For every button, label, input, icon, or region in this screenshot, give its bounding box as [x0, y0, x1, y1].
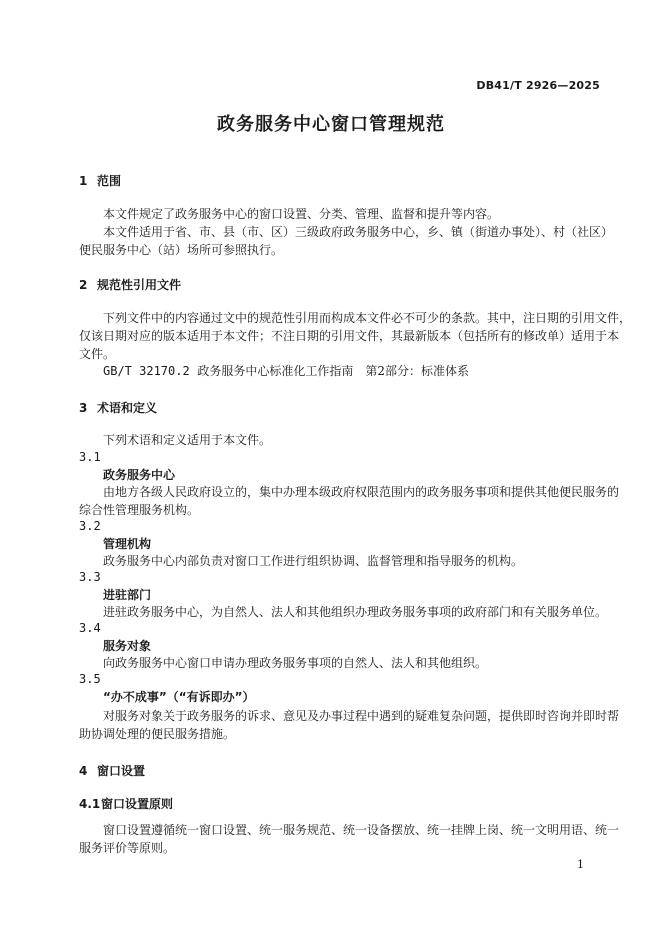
scope-paragraph-2-line-2: 便民服务中心（站）场所可参照执行。 [79, 243, 284, 257]
term-definition-line-1: 进驻政务服务中心，为自然人、法人和其他组织办理政务服务事项的政府部门和有关服务单位。 [103, 605, 608, 619]
section-heading-scope [79, 172, 121, 189]
scope-paragraph-2-line-1: 本文件适用于省、市、县（市、区）三级政府政务服务中心，乡、镇（街道办事处）、村（社区） [103, 225, 614, 239]
subsection-number: 4.1 [79, 797, 101, 811]
refs-paragraph-line-2: 仅该日期对应的版本适用于本文件；不注日期的引用文件，其最新版本（包括所有的修改单）适用于本 [79, 329, 620, 343]
section-heading-refs [79, 276, 181, 293]
window-paragraph-line-2: 服务评价等原则。 [79, 841, 176, 855]
section-number: 4 [79, 764, 88, 778]
terms-intro: 下列术语和定义适用于本文件。 [103, 433, 272, 447]
term-name: 服务对象 [103, 639, 152, 653]
term-number: 3.3 [79, 570, 101, 584]
section-heading-terms [79, 399, 157, 416]
refs-paragraph-line-3: 文件。 [79, 347, 116, 361]
section-title: 范围 [97, 174, 122, 188]
reference-code: GB/T 32170.2 [103, 364, 190, 378]
section-number: 2 [79, 278, 88, 292]
section-number: 3 [79, 401, 88, 415]
section-title: 窗口设置 [97, 764, 146, 778]
term-definition-line-2: 综合性管理服务机构。 [79, 503, 200, 517]
document-code: DB41/T 2926—2025 [476, 79, 600, 92]
term-definition-line-1: 由地方各级人民政府设立的，集中办理本级政府权限范围内的政务服务事项和提供其他便民服务的 [103, 485, 620, 499]
term-number: 3.4 [79, 621, 101, 635]
term-number: 3.5 [79, 672, 101, 686]
term-definition-line-1: 政务服务中心内部负责对窗口工作进行组织协调、监督管理和指导服务的机构。 [103, 554, 524, 568]
section-number: 1 [79, 174, 88, 188]
subsection-heading-window-principles [79, 795, 173, 812]
term-number: 3.1 [79, 450, 101, 464]
term-name: 管理机构 [103, 537, 152, 551]
term-name: “办不成事”（“有诉即办”） [103, 690, 255, 704]
refs-paragraph-line-1: 下列文件中的内容通过文中的规范性引用而构成本文件必不可少的条款。其中，注日期的引用文件， [103, 311, 632, 325]
section-title: 规范性引用文件 [97, 278, 182, 292]
term-definition-line-1: 向政务服务中心窗口申请办理政务服务事项的自然人、法人和其他组织。 [103, 656, 488, 670]
term-definition-line-1: 对服务对象关于政务服务的诉求、意见及办事过程中遇到的疑难复杂问题，提供即时咨询并即时帮 [103, 709, 620, 723]
document-title: 政务服务中心窗口管理规范 [217, 114, 445, 135]
reference-entry [103, 361, 623, 381]
term-definition-line-2: 助协调处理的便民服务措施。 [79, 727, 236, 741]
page-number: 1 [577, 858, 584, 871]
section-title: 术语和定义 [97, 401, 158, 415]
section-heading-window [79, 762, 145, 779]
scope-paragraph-1: 本文件规定了政务服务中心的窗口设置、分类、管理、监督和提升等内容。 [103, 207, 500, 221]
reference-title: 政务服务中心标准化工作指南 第2部分：标准体系 [197, 364, 469, 378]
term-number: 3.2 [79, 519, 101, 533]
term-name: 进驻部门 [103, 588, 152, 602]
window-paragraph-line-1: 窗口设置遵循统一窗口设置、统一服务规范、统一设备摆放、统一挂牌上岗、统一文明用语、统一 [103, 823, 620, 837]
subsection-title: 窗口设置原则 [101, 797, 174, 811]
term-name: 政务服务中心 [103, 468, 176, 482]
